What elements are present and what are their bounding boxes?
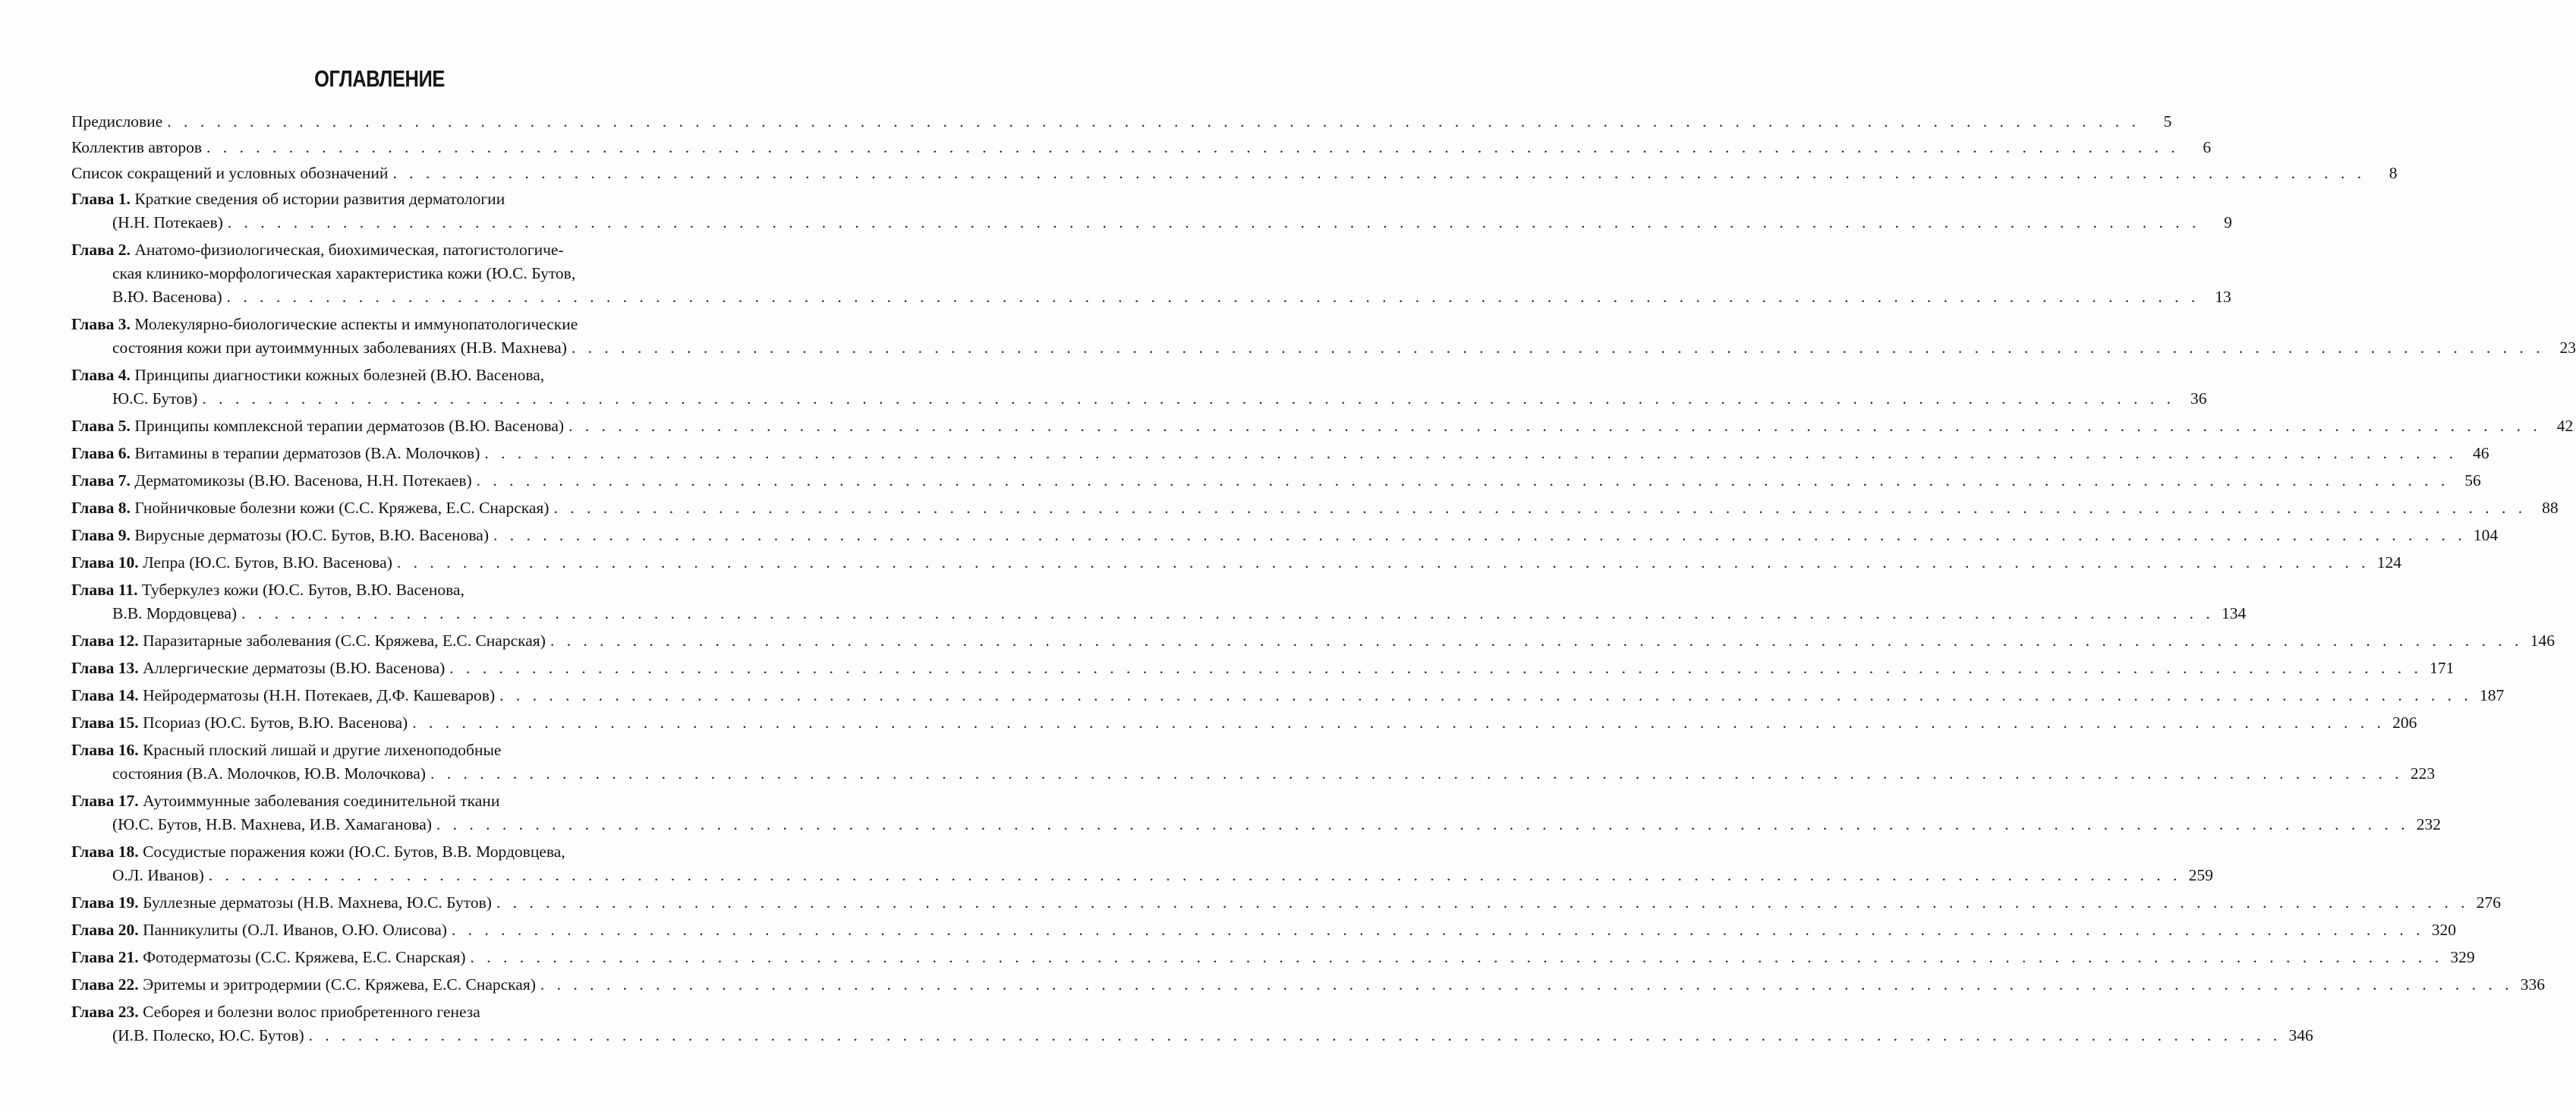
toc-page-number: 104 <box>2473 526 2499 544</box>
toc-chapter-entry[interactable] <box>71 414 2574 438</box>
chapter-title-text: Красный плоский лишай и другие лихеноподобные <box>143 741 502 759</box>
toc-line <box>71 813 2442 836</box>
toc-page-number: 9 <box>2224 213 2232 232</box>
chapter-title <box>71 891 492 915</box>
toc-page-number: 187 <box>2480 686 2505 704</box>
leader-dots: . . . . . . . . . . . . . . . . . . . . . . . . . . . . . . . . . . . . . . . . . . . . . . . . . . . . . . . . . . . . . . . . . . . . . . . . . . . . . . . . . . . . . . . . . . . . . . . . . . . . . . . . . . . . . . . . . . . . . . . . <box>499 686 2473 704</box>
toc-entry[interactable] <box>71 162 2398 185</box>
chapter-title-text: Себорея и болезни волос приобретенного генеза <box>143 1003 480 1021</box>
toc-chapter-entry[interactable] <box>71 629 2555 653</box>
toc-page-number: 134 <box>2221 604 2247 622</box>
toc-chapter-entry[interactable] <box>71 496 2559 520</box>
chapter-title-text: Фотодерматозы (С.С. Кряжева, Е.С. Снарская) <box>143 948 466 966</box>
chapter-title <box>71 973 536 997</box>
chapter-title-text: Молекулярно-биологические аспекты и иммунопатологические <box>134 315 578 333</box>
toc-page-number: 259 <box>2188 866 2213 884</box>
chapter-title <box>71 442 480 465</box>
leader-dots: . . . . . . . . . . . . . . . . . . . . . . . . . . . . . . . . . . . . . . . . . . . . . . . . . . . . . . . . . . . . . . . . . . . . . . . . . . . . . . . . . . . . . . . . . . . . . . . . . . . . . . . . . . . . . . . . . . . . . . . . <box>208 866 2181 884</box>
toc-line <box>71 162 2398 185</box>
toc-chapter-entry[interactable] <box>71 364 2207 411</box>
leader-dots: . . . . . . . . . . . . . . . . . . . . . . . . . . . . . . . . . . . . . . . . . . . . . . . . . . . . . . . . . . . . . . . . . . . . . . . . . . . . . . . . . . . . . . . . . . . . . . . . . . . . . . . . . . . . . . . . . . . . . . . . <box>206 138 2180 156</box>
chapter-number: Глава 20. <box>71 921 139 939</box>
toc-page-number: 42 <box>2556 417 2574 435</box>
leader-dots: . . . . . . . . . . . . . . . . . . . . . . . . . . . . . . . . . . . . . . . . . . . . . . . . . . . . . . . . . . . . . . . . . . . . . . . . . . . . . . . . . . . . . . . . . . . . . . . . . . . . . . . . . . . . . . . . . . . . . . . . <box>396 553 2370 572</box>
leader-dots: . . . . . . . . . . . . . . . . . . . . . . . . . . . . . . . . . . . . . . . . . . . . . . . . . . . . . . . . . . . . . . . . . . . . . . . . . . . . . . . . . . . . . . . . . . . . . . . . . . . . . . . . . . . . . . . . . . . . . . . . <box>568 417 2542 435</box>
chapter-title-last: (Н.Н. Потекаев) <box>112 213 223 232</box>
leader-dots: . . . . . . . . . . . . . . . . . . . . . . . . . . . . . . . . . . . . . . . . . . . . . . . . . . . . . . . . . . . . . . . . . . . . . . . . . . . . . . . . . . . . . . . . . . . . . . . . . . . . . . . . . . . . . . . . . . . . . . . . <box>430 764 2404 783</box>
leader-dots: . . . . . . . . . . . . . . . . . . . . . . . . . . . . . . . . . . . . . . . . . . . . . . . . . . . . . . . . . . . . . . . . . . . . . . . . . . . . . . . . . . . . . . . . . . . . . . . . . . . . . . . . . . . . . . . . . . . . . . . . <box>571 339 2544 357</box>
toc-page-number: 329 <box>2450 948 2475 966</box>
toc-chapter-entry[interactable] <box>71 238 2231 309</box>
toc-chapter-entry[interactable] <box>71 789 2442 836</box>
toc-line <box>71 891 2502 915</box>
toc-line <box>71 110 2172 134</box>
chapter-title-text: Сосудистые поражения кожи (Ю.С. Бутов, В.В. Мордовцева, <box>143 843 565 861</box>
toc-chapter-entry[interactable] <box>71 739 2436 786</box>
toc-line <box>71 285 2231 309</box>
toc-entry[interactable] <box>71 136 2212 159</box>
leader-dots: . . . . . . . . . . . . . . . . . . . . . . . . . . . . . . . . . . . . . . . . . . . . . . . . . . . . . . . . . . . . . . . . . . . . . . . . . . . . . . . . . . . . . . . . . . . . . . . . . . . . . . . . . . . . . . . . . . . . . . . . <box>226 288 2200 306</box>
toc-line <box>71 469 2481 493</box>
toc-chapter-entry[interactable] <box>71 1000 2313 1047</box>
toc-page-number: 46 <box>2473 444 2489 462</box>
leader-dots: . . . . . . . . . . . . . . . . . . . . . . . . . . . . . . . . . . . . . . . . . . . . . . . . . . . . . . . . . . . . . . . . . . . . . . . . . . . . . . . . . . . . . . . . . . . . . . . . . . . . . . . . . . . . . . . . . . . . . . . . <box>241 604 2215 622</box>
toc-chapter-entry[interactable] <box>71 187 2232 235</box>
chapter-title-text: Принципы комплексной терапии дерматозов (В.Ю. Васенова) <box>134 417 565 435</box>
toc-chapter-entry[interactable] <box>71 946 2475 969</box>
chapter-number: Глава 7. <box>71 471 131 490</box>
chapter-title <box>71 551 392 575</box>
toc-page-number: 6 <box>2203 138 2212 156</box>
toc-line <box>71 602 2247 625</box>
toc-chapter-entry[interactable] <box>71 469 2481 493</box>
toc-page-number: 36 <box>2190 389 2207 408</box>
chapter-number: Глава 22. <box>71 975 139 994</box>
chapter-title-text: Псориаз (Ю.С. Бутов, В.Ю. Васенова) <box>143 714 408 732</box>
toc-entry-title: Коллектив авторов <box>71 138 202 156</box>
toc-line <box>71 762 2436 786</box>
chapter-title-last: Ю.С. Бутов) <box>112 389 198 408</box>
page-title: ОГЛАВЛЕНИЕ <box>314 65 445 92</box>
toc-line <box>71 864 2213 887</box>
chapter-number: Глава 4. <box>71 366 131 384</box>
leader-dots: . . . . . . . . . . . . . . . . . . . . . . . . . . . . . . . . . . . . . . . . . . . . . . . . . . . . . . . . . . . . . . . . . . . . . . . . . . . . . . . . . . . . . . . . . . . . . . . . . . . . . . . . . . . . . . . . . . . . . . . . <box>470 948 2443 966</box>
toc-page-number: 5 <box>2163 112 2172 131</box>
chapter-title-line <box>71 262 686 285</box>
chapter-title-text: Принципы диагностики кожных болезней (В.Ю. Васенова, <box>134 366 545 384</box>
chapter-title-line <box>71 238 686 262</box>
chapter-title-last: состояния кожи при аутоиммунных заболеваниях (Н.В. Махнева) <box>112 339 567 357</box>
chapter-title-text: Аллергические дерматозы (В.Ю. Васенова) <box>143 659 446 677</box>
chapter-title-text: Паразитарные заболевания (С.С. Кряжева, Е.С. Снарская) <box>143 632 546 650</box>
toc-page-number: 171 <box>2430 659 2455 677</box>
toc-page-number: 276 <box>2476 893 2502 912</box>
chapter-title-line <box>71 1000 686 1024</box>
chapter-title-line <box>71 578 686 602</box>
chapter-title-last: В.В. Мордовцева) <box>112 604 238 622</box>
chapter-number: Глава 11. <box>71 581 138 599</box>
chapter-title-last: В.Ю. Васенова) <box>112 288 222 306</box>
chapter-title-last: (Ю.С. Бутов, Н.В. Махнева, И.В. Хамаганова) <box>112 815 432 833</box>
leader-dots: . . . . . . . . . . . . . . . . . . . . . . . . . . . . . . . . . . . . . . . . . . . . . . . . . . . . . . . . . . . . . . . . . . . . . . . . . . . . . . . . . . . . . . . . . . . . . . . . . . . . . . . . . . . . . . . . . . . . . . . . <box>202 389 2175 408</box>
toc-line <box>71 336 2576 360</box>
chapter-title <box>71 524 489 547</box>
chapter-title-text: Дерматомикозы (В.Ю. Васенова, Н.Н. Потекаев) <box>134 471 472 490</box>
toc-line <box>71 387 2207 411</box>
chapter-number: Глава 18. <box>71 843 139 861</box>
leader-dots: . . . . . . . . . . . . . . . . . . . . . . . . . . . . . . . . . . . . . . . . . . . . . . . . . . . . . . . . . . . . . . . . . . . . . . . . . . . . . . . . . . . . . . . . . . . . . . . . . . . . . . . . . . . . . . . . . . . . . . . . <box>449 659 2423 677</box>
toc-page-number: 346 <box>2288 1026 2313 1044</box>
leader-dots: . . . . . . . . . . . . . . . . . . . . . . . . . . . . . . . . . . . . . . . . . . . . . . . . . . . . . . . . . . . . . . . . . . . . . . . . . . . . . . . . . . . . . . . . . . . . . . . . . . . . . . . . . . . . . . . . . . . . . . . . <box>484 444 2458 462</box>
leader-dots: . . . . . . . . . . . . . . . . . . . . . . . . . . . . . . . . . . . . . . . . . . . . . . . . . . . . . . . . . . . . . . . . . . . . . . . . . . . . . . . . . . . . . . . . . . . . . . . . . . . . . . . . . . . . . . . . . . . . . . . . <box>451 921 2425 939</box>
chapter-title-line <box>71 739 686 762</box>
toc-chapter-entry[interactable] <box>71 578 2247 625</box>
leader-dots: . . . . . . . . . . . . . . . . . . . . . . . . . . . . . . . . . . . . . . . . . . . . . . . . . . . . . . . . . . . . . . . . . . . . . . . . . . . . . . . . . . . . . . . . . . . . . . . . . . . . . . . . . . . . . . . . . . . . . . . . <box>496 893 2470 912</box>
chapter-number: Глава 19. <box>71 893 139 912</box>
toc-line <box>71 973 2546 997</box>
toc-chapter-entry[interactable] <box>71 313 2576 360</box>
toc-line <box>71 684 2505 707</box>
chapter-title-text: Буллезные дерматозы (Н.В. Махнева, Ю.С. Бутов) <box>143 893 492 912</box>
toc-page-number: 88 <box>2542 499 2559 517</box>
chapter-title-text: Гнойничковые болезни кожи (С.С. Кряжева, Е.С. Снарская) <box>134 499 550 517</box>
leader-dots: . . . . . . . . . . . . . . . . . . . . . . . . . . . . . . . . . . . . . . . . . . . . . . . . . . . . . . . . . . . . . . . . . . . . . . . . . . . . . . . . . . . . . . . . . . . . . . . . . . . . . . . . . . . . . . . . . . . . . . . . <box>550 632 2523 650</box>
toc-chapter-entry[interactable] <box>71 524 2499 547</box>
toc-page-number: 206 <box>2392 714 2417 732</box>
chapter-title-line <box>71 840 686 864</box>
leader-dots: . . . . . . . . . . . . . . . . . . . . . . . . . . . . . . . . . . . . . . . . . . . . . . . . . . . . . . . . . . . . . . . . . . . . . . . . . . . . . . . . . . . . . . . . . . . . . . . . . . . . . . . . . . . . . . . . . . . . . . . . <box>540 975 2514 994</box>
chapter-title <box>71 657 445 680</box>
chapter-title-last: О.Л. Иванов) <box>112 866 204 884</box>
chapter-number: Глава 14. <box>71 686 139 704</box>
chapter-title <box>71 918 447 942</box>
chapter-title <box>71 496 549 520</box>
toc-entry[interactable] <box>71 110 2172 134</box>
leader-dots: . . . . . . . . . . . . . . . . . . . . . . . . . . . . . . . . . . . . . . . . . . . . . . . . . . . . . . . . . . . . . . . . . . . . . . . . . . . . . . . . . . . . . . . . . . . . . . . . . . . . . . . . . . . . . . . . . . . . . . . . <box>436 815 2410 833</box>
toc-chapter-entry[interactable] <box>71 840 2213 887</box>
chapter-title-text: Вирусные дерматозы (Ю.С. Бутов, В.Ю. Васенова) <box>134 526 489 544</box>
chapter-title-text: Аутоиммунные заболевания соединительной ткани <box>143 792 500 810</box>
chapter-title-text: Анатомо-физиологическая, биохимическая, патогистологиче- <box>134 241 564 259</box>
chapter-number: Глава 1. <box>71 190 131 208</box>
toc-entry-title: Список сокращений и условных обозначений <box>71 164 389 182</box>
toc-page-number: 56 <box>2464 471 2481 490</box>
toc-chapter-entry[interactable] <box>71 657 2455 680</box>
toc-line <box>71 946 2475 969</box>
chapter-title <box>71 629 546 653</box>
chapter-title-line <box>71 313 686 336</box>
toc-page-number: 13 <box>2215 288 2231 306</box>
chapter-title-line <box>71 187 686 211</box>
chapter-number: Глава 16. <box>71 741 139 759</box>
toc-chapter-entry[interactable] <box>71 973 2546 997</box>
chapter-title-text: ская клинико-морфологическая характеристика кожи (Ю.С. Бутов, <box>112 264 576 282</box>
table-of-contents <box>71 110 2576 1051</box>
toc-line <box>71 414 2574 438</box>
toc-chapter-entry[interactable] <box>71 918 2457 942</box>
chapter-number: Глава 10. <box>71 553 139 572</box>
leader-dots: . . . . . . . . . . . . . . . . . . . . . . . . . . . . . . . . . . . . . . . . . . . . . . . . . . . . . . . . . . . . . . . . . . . . . . . . . . . . . . . . . . . . . . . . . . . . . . . . . . . . . . . . . . . . . . . . . . . . . . . . <box>308 1026 2282 1044</box>
chapter-title <box>71 469 472 493</box>
toc-line <box>71 657 2455 680</box>
toc-line <box>71 711 2417 735</box>
chapter-title <box>71 711 408 735</box>
toc-chapter-entry[interactable] <box>71 684 2505 707</box>
chapter-title-text: Лепра (Ю.С. Бутов, В.Ю. Васенова) <box>143 553 392 572</box>
leader-dots: . . . . . . . . . . . . . . . . . . . . . . . . . . . . . . . . . . . . . . . . . . . . . . . . . . . . . . . . . . . . . . . . . . . . . . . . . . . . . . . . . . . . . . . . . . . . . . . . . . . . . . . . . . . . . . . . . . . . . . . . <box>553 499 2527 517</box>
toc-line <box>71 629 2555 653</box>
chapter-title-last: (И.В. Полеско, Ю.С. Бутов) <box>112 1026 304 1044</box>
toc-chapter-entry[interactable] <box>71 711 2417 735</box>
toc-line <box>71 551 2402 575</box>
chapter-title-text: Витамины в терапии дерматозов (В.А. Молочков) <box>134 444 480 462</box>
chapter-title-text: Панникулиты (О.Л. Иванов, О.Ю. Олисова) <box>143 921 447 939</box>
toc-line <box>71 136 2212 159</box>
chapter-number: Глава 5. <box>71 417 131 435</box>
chapter-title-text: Туберкулез кожи (Ю.С. Бутов, В.Ю. Васенова, <box>141 581 464 599</box>
chapter-title-line <box>71 364 686 387</box>
chapter-number: Глава 15. <box>71 714 139 732</box>
chapter-number: Глава 9. <box>71 526 131 544</box>
toc-line <box>71 496 2559 520</box>
toc-chapter-entry[interactable] <box>71 891 2502 915</box>
toc-line <box>71 918 2457 942</box>
toc-page-number: 146 <box>2530 632 2555 650</box>
toc-page-number: 232 <box>2416 815 2442 833</box>
chapter-title <box>71 946 466 969</box>
toc-page-number: 124 <box>2376 553 2402 572</box>
toc-page-number: 8 <box>2389 164 2398 182</box>
leader-dots: . . . . . . . . . . . . . . . . . . . . . . . . . . . . . . . . . . . . . . . . . . . . . . . . . . . . . . . . . . . . . . . . . . . . . . . . . . . . . . . . . . . . . . . . . . . . . . . . . . . . . . . . . . . . . . . . . . . . . . . . <box>493 526 2467 544</box>
toc-line <box>71 211 2232 235</box>
chapter-number: Глава 21. <box>71 948 139 966</box>
chapter-number: Глава 8. <box>71 499 131 517</box>
chapter-number: Глава 23. <box>71 1003 139 1021</box>
chapter-title-text: Эритемы и эритродермии (С.С. Кряжева, Е.С. Снарская) <box>143 975 536 994</box>
toc-chapter-entry[interactable] <box>71 442 2489 465</box>
leader-dots: . . . . . . . . . . . . . . . . . . . . . . . . . . . . . . . . . . . . . . . . . . . . . . . . . . . . . . . . . . . . . . . . . . . . . . . . . . . . . . . . . . . . . . . . . . . . . . . . . . . . . . . . . . . . . . . . . . . . . . . . <box>167 112 2140 131</box>
toc-line <box>71 442 2489 465</box>
leader-dots: . . . . . . . . . . . . . . . . . . . . . . . . . . . . . . . . . . . . . . . . . . . . . . . . . . . . . . . . . . . . . . . . . . . . . . . . . . . . . . . . . . . . . . . . . . . . . . . . . . . . . . . . . . . . . . . . . . . . . . . . <box>227 213 2200 232</box>
toc-page-number: 320 <box>2431 921 2457 939</box>
chapter-number: Глава 12. <box>71 632 139 650</box>
chapter-title-text: Краткие сведения об истории развития дерматологии <box>134 190 505 208</box>
leader-dots: . . . . . . . . . . . . . . . . . . . . . . . . . . . . . . . . . . . . . . . . . . . . . . . . . . . . . . . . . . . . . . . . . . . . . . . . . . . . . . . . . . . . . . . . . . . . . . . . . . . . . . . . . . . . . . . . . . . . . . . . <box>476 471 2449 490</box>
toc-page-number: 23 <box>2559 339 2576 357</box>
leader-dots: . . . . . . . . . . . . . . . . . . . . . . . . . . . . . . . . . . . . . . . . . . . . . . . . . . . . . . . . . . . . . . . . . . . . . . . . . . . . . . . . . . . . . . . . . . . . . . . . . . . . . . . . . . . . . . . . . . . . . . . . <box>392 164 2366 182</box>
leader-dots: . . . . . . . . . . . . . . . . . . . . . . . . . . . . . . . . . . . . . . . . . . . . . . . . . . . . . . . . . . . . . . . . . . . . . . . . . . . . . . . . . . . . . . . . . . . . . . . . . . . . . . . . . . . . . . . . . . . . . . . . <box>412 714 2385 732</box>
chapter-title <box>71 684 495 707</box>
chapter-number: Глава 17. <box>71 792 139 810</box>
toc-chapter-entry[interactable] <box>71 551 2402 575</box>
chapter-number: Глава 3. <box>71 315 131 333</box>
chapter-number: Глава 2. <box>71 241 131 259</box>
chapter-title <box>71 414 564 438</box>
toc-entry-title: Предисловие <box>71 112 163 131</box>
toc-page-number: 223 <box>2410 764 2436 783</box>
chapter-number: Глава 13. <box>71 659 139 677</box>
chapter-title-text: Нейродерматозы (Н.Н. Потекаев, Д.Ф. Кашеваров) <box>143 686 496 704</box>
toc-line <box>71 1024 2313 1047</box>
toc-line <box>71 524 2499 547</box>
chapter-title-last: состояния (В.А. Молочков, Ю.В. Молочкова) <box>112 764 426 783</box>
toc-page-number: 336 <box>2520 975 2546 994</box>
chapter-number: Глава 6. <box>71 444 131 462</box>
chapter-title-line <box>71 789 686 813</box>
